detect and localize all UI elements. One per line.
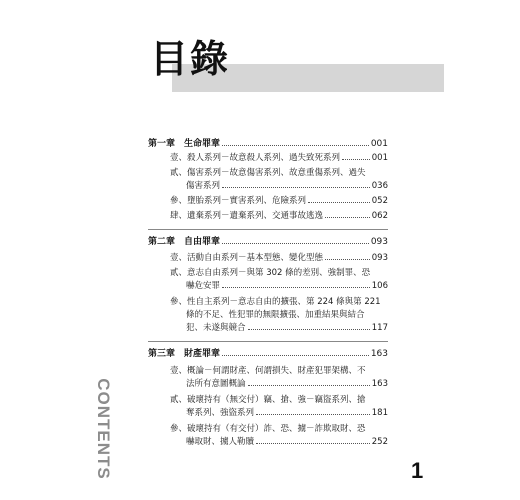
section-3-1-entry-cont[interactable]: 法所有意圖概論 163 (186, 379, 388, 389)
section-3-1-entry[interactable]: 壹、概論－何謂財產、何謂損失、財產犯罪架構、不 (170, 366, 366, 376)
section-2-3-entry-cont2[interactable]: 犯、未遂與競合 117 (186, 323, 388, 333)
section-3-2-entry[interactable]: 貳、破壞持有（無交付）竊、搶、強－竊盜系列、搶 (170, 395, 366, 405)
section-1-2-entry[interactable]: 貳、傷害系列－故意傷害系列、故意重傷系列、過失 (170, 168, 366, 178)
page-number: 1 (411, 458, 424, 483)
chapter-1-page: 001 (370, 139, 388, 149)
chapter-2-entry[interactable] (148, 236, 388, 248)
chapter-2-label: 第二章 自由罪章 (148, 237, 221, 247)
section-1-3-entry[interactable]: 參、墮胎系列－實害系列、危險系列 052 (170, 196, 388, 206)
chapter-3-label: 第三章 財產罪章 (148, 349, 221, 359)
section-3-2-entry-cont[interactable]: 奪系列、強盜系列 181 (186, 408, 388, 418)
section-1-4-entry[interactable]: 肆、遺棄系列－遺棄系列、交通事故逃逸 062 (170, 211, 388, 221)
chapter-1-entry[interactable] (148, 138, 388, 150)
section-2-2-entry[interactable]: 貳、意志自由系列－與第 302 條的差別、強制罪、恐 (170, 268, 371, 278)
section-2-1-entry[interactable]: 壹、活動自由系列－基本型態、變化型態 093 (170, 253, 388, 263)
section-1-1-entry[interactable]: 壹、殺人系列－故意殺人系列、過失致死系列 001 (170, 153, 388, 163)
chapter-3-entry[interactable] (148, 348, 388, 360)
section-2-3-entry-cont[interactable]: 條的不足、性犯罪的無限擴張、加重結果與結合 (186, 310, 365, 320)
chapter-2-page: 093 (370, 237, 388, 247)
page-title: 目錄 (150, 36, 231, 81)
section-2-3-entry[interactable]: 參、性自主系列－意志自由的擴張、第 224 條與第 221 (170, 297, 381, 307)
section-3-3-entry[interactable]: 參、破壞持有（有交付）詐、恐、擄－詐欺取財、恐 (170, 424, 366, 434)
section-1-2-entry-cont[interactable]: 傷害系列 036 (186, 181, 388, 191)
chapter-divider (148, 229, 388, 230)
section-3-3-entry-cont[interactable]: 嚇取財、擄人勒贖 252 (186, 437, 388, 447)
chapter-divider (148, 341, 388, 342)
section-2-2-entry-cont[interactable]: 嚇危安罪 106 (186, 281, 388, 291)
chapter-1-label: 第一章 生命罪章 (148, 139, 221, 149)
contents-side-label: CONTENTS (94, 378, 113, 480)
chapter-3-page: 163 (370, 349, 388, 359)
